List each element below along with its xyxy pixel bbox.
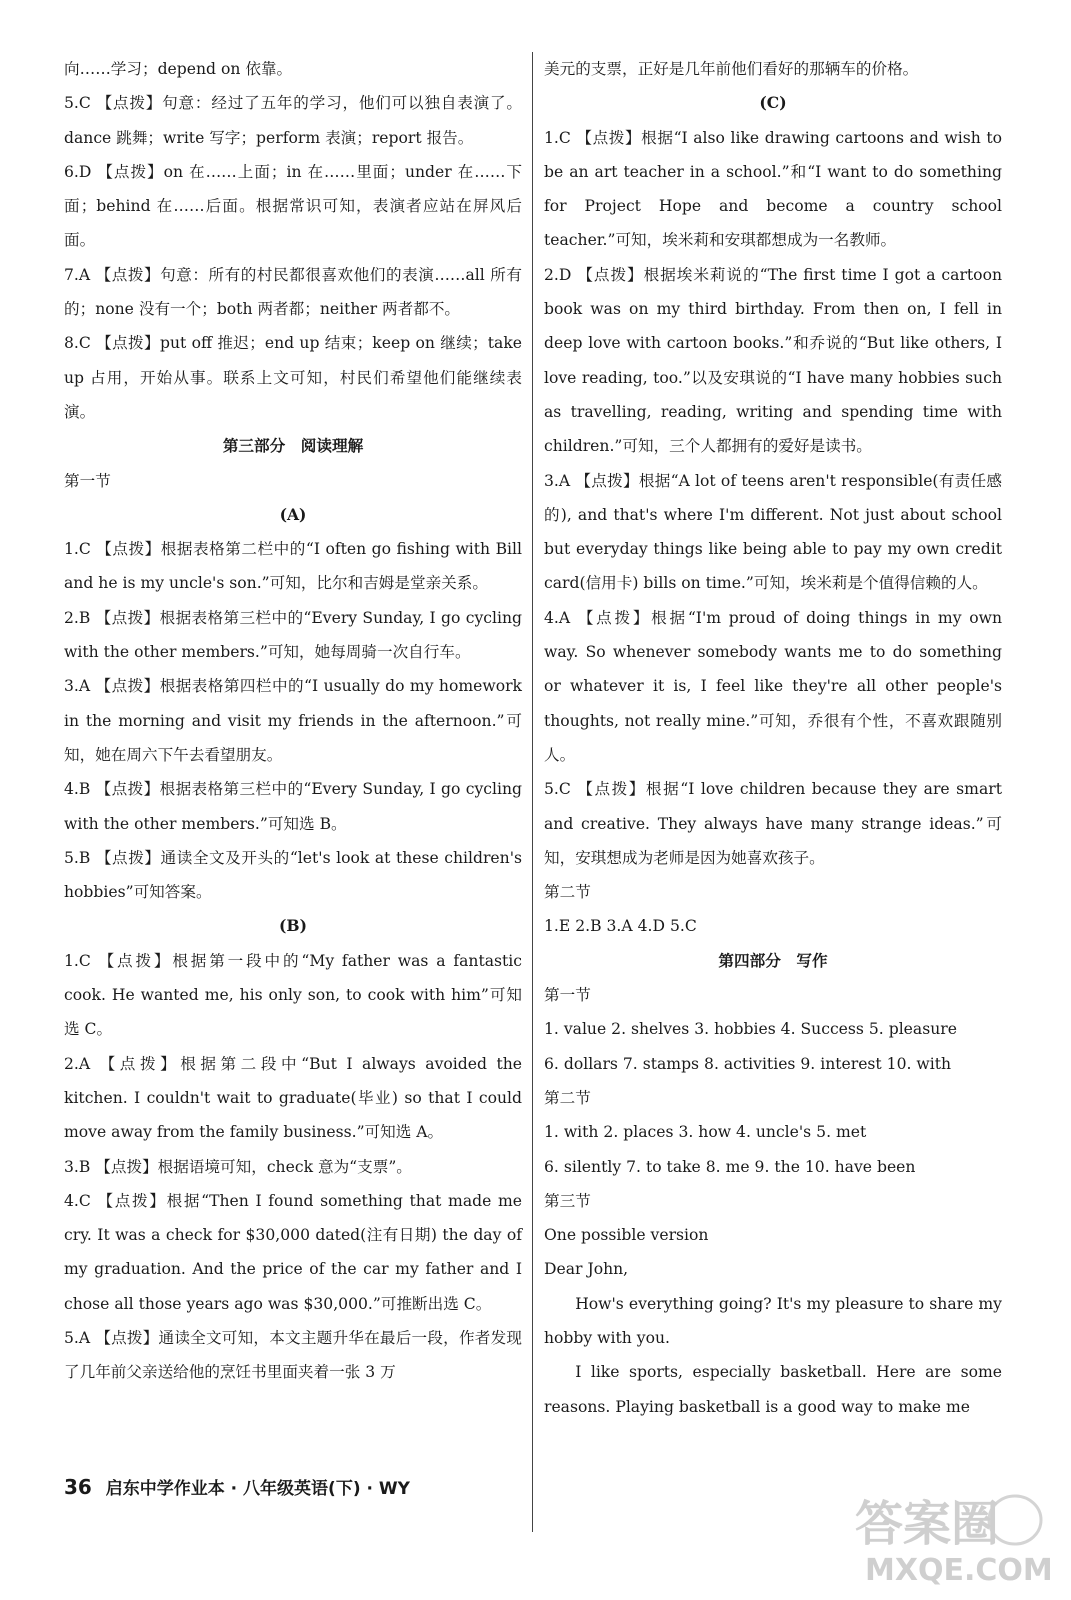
right-column — [544, 52, 1002, 1424]
section-heading: (B) — [279, 916, 307, 936]
answer-item: 1.C 【点拨】根据表格第二栏中的“I often go fishing with Bill and he is my uncle's son.”可知，比尔和吉姆是堂亲关系。 — [64, 540, 522, 593]
answer-item: 8.C 【点拨】put off 推迟；end up 结束；keep on 继续；take up 占用，开始从事。联系上文可知，村民们希望他们能继续表演。 — [64, 334, 522, 421]
answer-item: 2.D 【点拨】根据埃米莉说的“The first time I got a cartoon book was on my third birthday. From then on, I fell in deep love with cartoon books.”和乔说的“But like others, I love reading, too.”以及安琪说的“I have many hobbies such as travelling, reading, writing and spending time with children.”可知，三个人都拥有的爱好是读书。 — [544, 265, 1002, 456]
text-line: 1.E 2.B 3.A 4.D 5.C — [544, 917, 697, 936]
text-line: 第一节 — [64, 471, 111, 490]
text-line: 1. with 2. places 3. how 4. uncle's 5. met — [544, 1123, 867, 1142]
answer-item: 3.B 【点拨】根据语境可知，check 意为“支票”。 — [64, 1157, 412, 1176]
section-heading: 第四部分 写作 — [718, 950, 828, 970]
left-column — [64, 52, 522, 1390]
answer-item: 3.A 【点拨】根据“A lot of teens aren't responsible(有责任感的), and that's where I'm different. Not just about school but everyday things like being able to pay my own credit card(信用卡) bills on time.”可知，埃米莉是个值得信赖的人。 — [544, 471, 1002, 593]
section-heading: (C) — [759, 93, 787, 113]
text-line: 第二节 — [544, 1088, 591, 1107]
svg-text:答案圈: 答案圈 — [855, 1496, 1000, 1552]
answer-item: 1.C 【点拨】根据“I also like drawing cartoons and wish to be an art teacher in a school.”和“I want to do something for Project Hope and become a country school teacher.”可知，埃米莉和安琪都想成为一名教师。 — [544, 128, 1002, 250]
text-line: How's everything going? It's my pleasure to share my hobby with you. — [544, 1294, 1002, 1347]
section-heading: 第三部分 阅读理解 — [222, 436, 364, 456]
answer-item: 2.A 【点拨】根据第二段中“But I always avoided the kitchen. I couldn't wait to graduate(毕业) so that I could move away from the family business.”可知选 A。 — [64, 1054, 522, 1142]
column-divider — [532, 52, 533, 1532]
text-line: 1. value 2. shelves 3. hobbies 4. Success 5. pleasure — [544, 1020, 957, 1039]
svg-text:MXQE.COM: MXQE.COM — [865, 1553, 1053, 1588]
text-line: 6. silently 7. to take 8. me 9. the 10. have been — [544, 1157, 916, 1176]
text-line: 第一节 — [544, 986, 591, 1005]
book-title: 启东中学作业本 · 八年级英语(下) · WY — [105, 1479, 410, 1499]
answer-item: 4.A 【点拨】根据“I'm proud of doing things in my own way. So whenever somebody wants me to do something or whatever it is, I feel like they're all other people's thoughts, not really mine.”可知，乔很有个性，不喜欢跟随别人。 — [544, 608, 1002, 764]
text-line: I like sports, especially basketball. Here are some reasons. Playing basketball is a good way to make me — [544, 1363, 1002, 1416]
text-line: 第二节 — [544, 883, 591, 902]
answer-item: 3.A 【点拨】根据表格第四栏中的“I usually do my homework in the morning and visit my friends in the afternoon.”可知，她在周六下午去看望朋友。 — [64, 677, 522, 764]
answer-item: 5.C 【点拨】根据“I love children because they are smart and creative. They always have many strange ideas.”可知，安琪想成为老师是因为她喜欢孩子。 — [544, 780, 1002, 867]
answer-item: 4.C 【点拨】根据“Then I found something that made me cry. It was a check for $30,000 dated(注有日期) the day of my graduation. And the price of the car my father and I chose all those years ago was $30,000.”可推断出选 C。 — [64, 1191, 522, 1313]
text-line: 向……学习；depend on 依靠。 — [64, 60, 293, 78]
text-line: Dear John, — [544, 1260, 629, 1279]
page-footer — [64, 1474, 410, 1499]
watermark-logo — [845, 1488, 1055, 1588]
answer-item: 5.C 【点拨】句意：经过了五年的学习，他们可以独自表演了。dance 跳舞；write 写字；perform 表演；report 报告。 — [64, 94, 522, 147]
section-heading: (A) — [279, 504, 307, 524]
answer-item: 1.C 【点拨】根据第一段中的“My father was a fantastic cook. He wanted me, his only son, to cook with him”可知选 C。 — [64, 951, 522, 1039]
answer-item: 2.B 【点拨】根据表格第三栏中的“Every Sunday, I go cycling with the other members.”可知，她每周骑一次自行车。 — [64, 608, 522, 662]
answer-item: 5.B 【点拨】通读全文及开头的“let's look at these children's hobbies”可知答案。 — [64, 848, 522, 902]
text-line: 第三节 — [544, 1191, 591, 1210]
answer-item: 7.A 【点拨】句意：所有的村民都很喜欢他们的表演……all 所有的；none 没有一个；both 两者都；neither 两者都不。 — [64, 265, 522, 319]
text-line: 6. dollars 7. stamps 8. activities 9. interest 10. with — [544, 1054, 952, 1073]
text-line: One possible version — [544, 1226, 709, 1245]
answer-item: 5.A 【点拨】通读全文可知，本文主题升华在最后一段，作者发现了几年前父亲送给他的烹饪书里面夹着一张 3 万 — [64, 1328, 522, 1382]
page-number: 36 — [64, 1475, 92, 1499]
text-line: 美元的支票，正好是几年前他们看好的那辆车的价格。 — [544, 60, 919, 78]
answer-item: 4.B 【点拨】根据表格第三栏中的“Every Sunday, I go cycling with the other members.”可知选 B。 — [64, 780, 522, 833]
answer-item: 6.D 【点拨】on 在……上面；in 在……里面；under 在……下面；behind 在……后面。根据常识可知，表演者应站在屏风后面。 — [64, 162, 522, 250]
